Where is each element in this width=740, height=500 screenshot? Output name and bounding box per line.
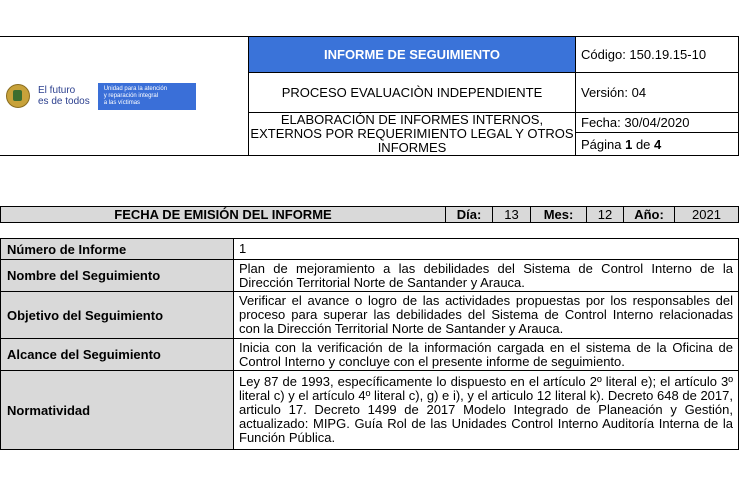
table-row	[1, 239, 739, 260]
unit-line3: a las víctimas	[103, 99, 141, 106]
table-row	[1, 260, 739, 292]
row-label: Objetivo del Seguimiento	[1, 292, 234, 339]
table-row	[1, 339, 739, 371]
table-row	[1, 371, 739, 450]
logo	[0, 83, 248, 110]
report-info-table	[0, 238, 739, 450]
page-current: 1	[625, 136, 633, 152]
row-value: Inicia con la verificación de la información cargada en el sistema de la Oficina de Control Interno y concluye con el presente informe de seguimiento.	[234, 339, 739, 371]
page-total: 4	[654, 136, 662, 152]
row-label: Alcance del Seguimiento	[1, 339, 234, 371]
document-version: Versión: 04	[576, 73, 739, 113]
logo-tagline-line1: El futuro	[38, 85, 76, 96]
row-value: Verificar el avance o logro de las actividades propuestas por los responsables del proceso para superar las debilidades del Sistema de Control Interno relacionadas con la Dirección Territorial Norte de Santander y Arauca.	[234, 292, 739, 339]
unit-logo-box	[98, 83, 196, 110]
day-label: Día:	[446, 207, 493, 223]
day-value: 13	[493, 207, 531, 223]
row-value: Ley 87 de 1993, específicamente lo dispuesto en el artículo 2º literal e); el artículo 3º literal c) y el artículo 4º literal c), g) e i), y el articulo 12 literal k). Decreto 648 de 2017, articulo 17. Decreto 1499 de 2017 Modelo Integrado de Planeación y Gestión, actualizado: MIPG. Guía Rol de las Unidades Control Interno Auditoría Interna de la Función Pública.	[234, 371, 739, 450]
logo-cell	[0, 37, 249, 156]
coat-of-arms-icon	[6, 84, 30, 108]
emission-date-bar	[0, 206, 739, 223]
logo-tagline-line2: es de todos	[38, 96, 90, 107]
year-label: Año:	[624, 207, 675, 223]
table-row	[1, 292, 739, 339]
document-header	[0, 36, 739, 156]
row-value: Plan de mejoramiento a las debilidades del Sistema de Control Interno de la Dirección Territorial Norte de Santander y Arauca.	[234, 260, 739, 292]
elaboration-text: ELABORACIÓN DE INFORMES INTERNOS, EXTERNOS POR REQUERIMIENTO LEGAL Y OTROS INFORMES	[250, 112, 574, 155]
emission-title: FECHA DE EMISIÓN DEL INFORME	[1, 207, 446, 223]
document-date: Fecha: 30/04/2020	[576, 113, 739, 133]
row-value: 1	[234, 239, 739, 260]
year-value: 2021	[675, 207, 739, 223]
logo-tagline	[38, 85, 90, 107]
month-value: 12	[587, 207, 624, 223]
document-code: Código: 150.19.15-10	[576, 37, 739, 73]
page-of: de	[632, 136, 655, 152]
month-label: Mes:	[531, 207, 587, 223]
page-number	[576, 133, 739, 156]
row-label: Nombre del Seguimiento	[1, 260, 234, 292]
row-label: Número de Informe	[1, 239, 234, 260]
row-label: Normatividad	[1, 371, 234, 450]
unit-line2: y reparación integral	[103, 92, 159, 99]
process-name: PROCESO EVALUACIÒN INDEPENDIENTE	[249, 73, 576, 113]
page-prefix: Página	[581, 136, 626, 152]
unit-line1: Unidad para la atención	[103, 85, 168, 92]
report-title: INFORME DE SEGUIMIENTO	[249, 37, 576, 73]
